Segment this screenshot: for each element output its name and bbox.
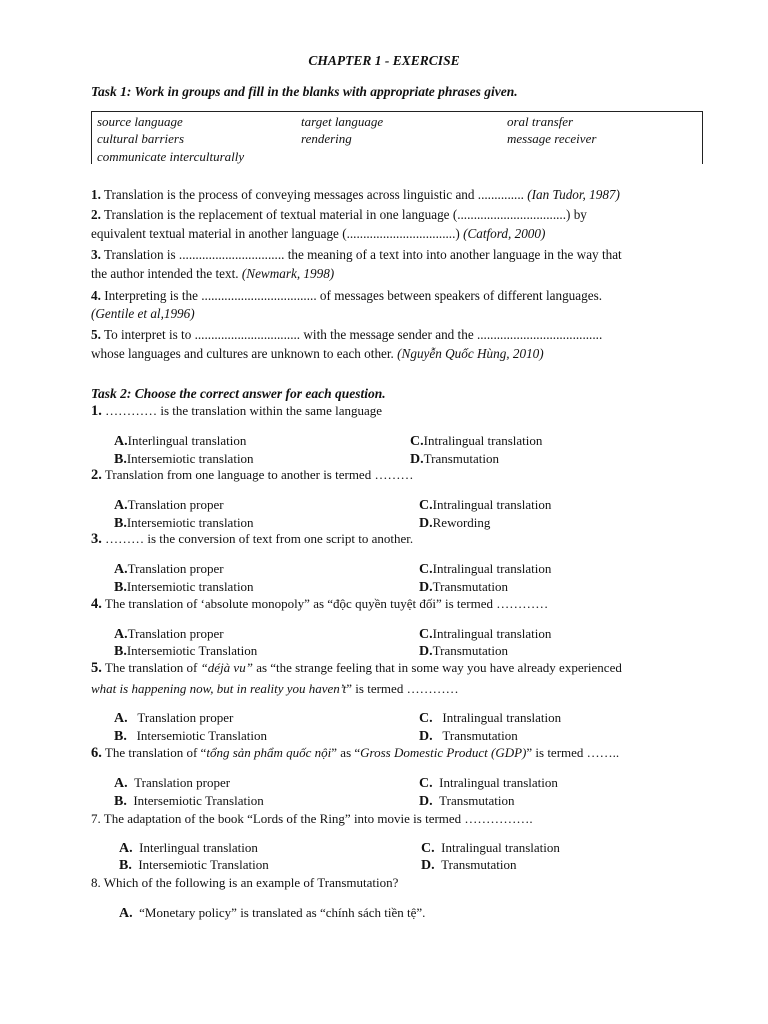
question: 3. ……… is the conversion of text from one script to another. <box>91 531 414 547</box>
option-b[interactable]: B. Intersemiotic Translation <box>119 857 269 873</box>
option-c[interactable]: C. Intralingual translation <box>419 710 562 726</box>
task1-item: 2. Translation is the replacement of textual material in one language (.................................) by <box>91 207 587 222</box>
option-b[interactable]: B.Intersemiotic translation <box>114 451 254 467</box>
task1-item-cont: equivalent textual material in another language (.................................) (Catford, 2000) <box>91 226 546 241</box>
question: 6. The translation of “tổng sản phẩm quốc nội” as “Gross Domestic Product (GDP)” is termed …….. <box>91 745 620 761</box>
option-a[interactable]: A. Interlingual translation <box>119 840 258 856</box>
option-d[interactable]: D.Rewording <box>419 515 491 531</box>
option-d[interactable]: D.Transmutation <box>419 579 508 595</box>
option-b[interactable]: B.Intersemiotic translation <box>114 579 254 595</box>
phrase: message receiver <box>507 131 597 146</box>
option-c[interactable]: C. Intralingual translation <box>421 840 560 856</box>
phrase: target language <box>301 114 384 129</box>
page-title: CHAPTER 1 - EXERCISE <box>308 53 460 68</box>
option-a[interactable]: A. Translation proper <box>114 775 231 791</box>
task1-item: 5. To interpret is to ................................ with the message sender and the ...................................... <box>91 327 603 342</box>
phrase: communicate interculturally <box>97 149 245 164</box>
question: 7. The adaptation of the book “Lords of the Ring” into movie is termed ……………. <box>91 811 533 826</box>
option-b[interactable]: B. Intersemiotic Translation <box>114 728 267 744</box>
task1-item: 4. Interpreting is the ................................... of messages between speakers of different languages. <box>91 288 603 303</box>
option-c[interactable]: C.Intralingual translation <box>410 433 543 449</box>
option-c[interactable]: C. Intralingual translation <box>419 775 558 791</box>
question-cont: what is happening now, but in reality you haven’t” is termed ………… <box>91 681 459 696</box>
question: 1. ………… is the translation within the same language <box>91 403 383 419</box>
option-a[interactable]: A. “Monetary policy” is translated as “chính sách tiền tệ”. <box>119 905 426 921</box>
task1-item: 3. Translation is ................................ the meaning of a text into into another language in the way that <box>91 247 622 262</box>
task1-item-cont: whose languages and cultures are unknown to each other. (Nguyễn Quốc Hùng, 2010) <box>91 346 544 361</box>
option-a[interactable]: A.Translation proper <box>114 497 224 513</box>
question: 5. The translation of “déjà vu” as “the strange feeling that in some way you have already experienced <box>91 660 622 676</box>
phrase: rendering <box>301 131 352 146</box>
task1-item-cont: (Gentile et al,1996) <box>91 306 195 321</box>
option-d[interactable]: D. Transmutation <box>421 857 517 873</box>
option-b[interactable]: B.Intersemiotic translation <box>114 515 254 531</box>
option-d[interactable]: D.Transmutation <box>419 643 508 659</box>
option-c[interactable]: C.Intralingual translation <box>419 626 552 642</box>
option-c[interactable]: C.Intralingual translation <box>419 561 552 577</box>
option-d[interactable]: D.Transmutation <box>410 451 499 467</box>
phrase: cultural barriers <box>97 131 185 146</box>
phrase: oral transfer <box>507 114 574 129</box>
option-a[interactable]: A.Translation proper <box>114 561 224 577</box>
task1-item-cont: the author intended the text. (Newmark, 1998) <box>91 266 335 281</box>
option-a[interactable]: A. Translation proper <box>114 710 234 726</box>
option-d[interactable]: D. Transmutation <box>419 728 518 744</box>
task2-heading: Task 2: Choose the correct answer for each question. <box>91 386 386 401</box>
option-a[interactable]: A.Interlingual translation <box>114 433 247 449</box>
option-c[interactable]: C.Intralingual translation <box>419 497 552 513</box>
question: 4. The translation of ‘absolute monopoly” as “độc quyền tuyệt đối” is termed ………… <box>91 596 549 612</box>
option-d[interactable]: D. Transmutation <box>419 793 515 809</box>
option-b[interactable]: B.Intersemiotic Translation <box>114 643 258 659</box>
question: 2. Translation from one language to another is termed ……… <box>91 467 414 483</box>
task1-item: 1. Translation is the process of conveying messages across linguistic and .............. (Ian Tudor, 1987) <box>91 187 620 202</box>
option-a[interactable]: A.Translation proper <box>114 626 224 642</box>
phrase: source language <box>97 114 183 129</box>
task1-heading: Task 1: Work in groups and fill in the blanks with appropriate phrases given. <box>91 84 518 99</box>
option-b[interactable]: B. Intersemiotic Translation <box>114 793 264 809</box>
question: 8. Which of the following is an example of Transmutation? <box>91 875 399 890</box>
